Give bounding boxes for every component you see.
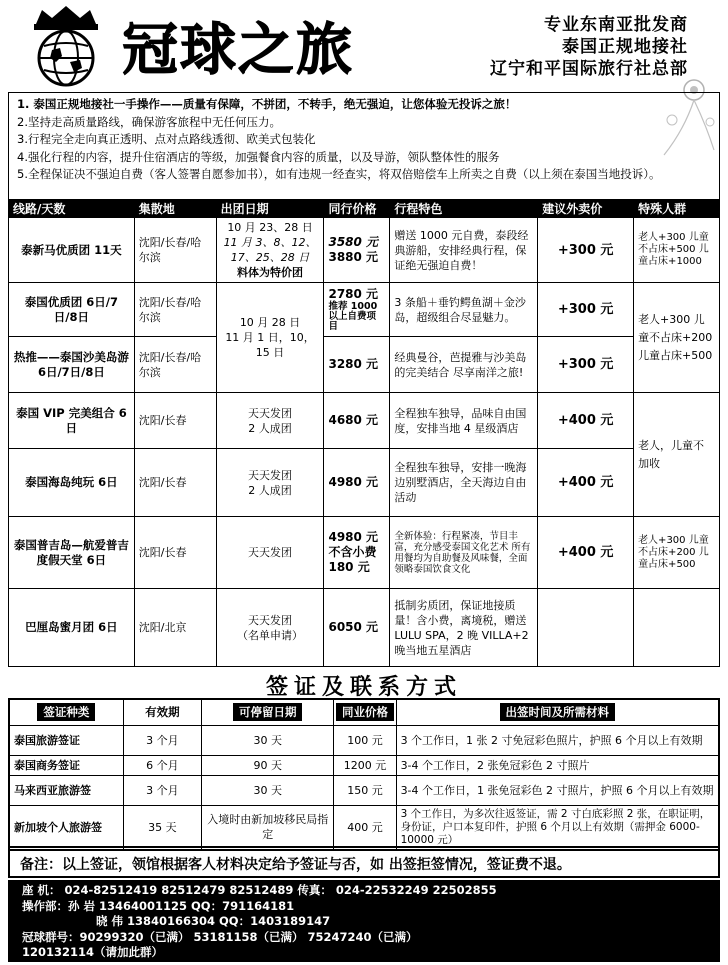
dates	[216, 589, 324, 667]
origin: 沈阳/长春	[134, 393, 216, 449]
table-row	[9, 337, 720, 393]
price-line: 180 元	[328, 560, 370, 574]
date-group	[216, 283, 324, 393]
visa-table-header	[9, 699, 719, 725]
visa-price: 400 元	[334, 805, 396, 850]
stay: 30 天	[202, 725, 334, 755]
table-row	[9, 775, 719, 805]
suggested-price-empty	[538, 589, 634, 667]
slogan-line: 辽宁和平国际旅行社总部	[490, 59, 688, 79]
col-suggested-price: 建议外卖价	[538, 200, 634, 218]
table-row	[9, 449, 720, 517]
special: 老人+300 儿童不占床+500 儿童占床+1000	[634, 218, 720, 283]
contact-operator: 操作部：孙 岩 13464001125 QQ：791164181	[22, 898, 295, 913]
suggested-price: +300 元	[538, 283, 634, 337]
date-line: 10 月 28 日	[239, 316, 301, 329]
contact-panel	[8, 880, 720, 962]
feature: 全程独车独导，安排一晚海边别墅酒店，全天海边自由活动	[390, 449, 538, 517]
tour-table	[8, 199, 720, 667]
price	[324, 517, 390, 589]
col-validity: 有效期	[123, 699, 201, 725]
table-row	[9, 725, 719, 755]
dates	[216, 393, 324, 449]
globe-crown-logo-icon	[22, 4, 110, 88]
col-route: 线路/天数	[9, 200, 135, 218]
date-line: 11 月 3、8、12、17、25、28 日	[223, 236, 317, 264]
contact-operator-2-text: 晓 伟 13840166304 QQ：1403189147	[96, 914, 331, 928]
materials: 3-4 个工作日，1 张免冠彩色 2 寸照片，护照 6 个月以上有效期	[396, 775, 719, 805]
price	[324, 283, 390, 337]
feature: 3 条船＋垂钓鳄鱼湖＋金沙岛，超级组合尽显魅力。	[390, 283, 538, 337]
price-line: 3880 元	[328, 250, 379, 264]
origin: 沈阳/长春	[134, 449, 216, 517]
stay: 30 天	[202, 775, 334, 805]
slogan-line: 泰国正规地接社	[562, 37, 688, 57]
special-empty	[634, 589, 720, 667]
price-line: 推荐 1000 以上自费项目	[328, 301, 378, 332]
visa-type: 泰国商务签证	[9, 755, 123, 775]
route-name: 巴厘岛蜜月团 6日	[9, 589, 135, 667]
date-line: 料体为特价团	[237, 266, 304, 279]
col-stay	[202, 699, 334, 725]
contact-group-join: 120132114（请加此群）	[22, 945, 164, 959]
table-row	[9, 283, 720, 337]
header-label: 签证种类	[37, 703, 95, 721]
intro-line: 3.行程完全走向真正透明、点对点路线透彻、欧美式包装化	[17, 132, 316, 146]
table-row	[9, 517, 720, 589]
special-group: 老人，儿童不加收	[634, 393, 720, 517]
stay: 入境时由新加坡移民局指定	[202, 805, 334, 850]
col-visa-type	[9, 699, 123, 725]
header-label: 可停留日期	[233, 703, 303, 721]
visa-type: 马来西亚旅游签	[9, 775, 123, 805]
brand-title: 冠球之旅	[122, 18, 354, 83]
contact-groups: 冠球群号：90299320（已满） 53181158（已满） 75247240（已满）	[22, 929, 418, 944]
suggested-price: +400 元	[538, 393, 634, 449]
visa-price: 150 元	[334, 775, 396, 805]
route-name: 泰国 VIP 完美组合 6日	[9, 393, 135, 449]
visa-table	[8, 698, 720, 851]
route-name: 热推——泰国沙美岛游 6日/7日/8日	[9, 337, 135, 393]
intro-line: 1. 泰国正规地接社一手操作——质量有保障，不拼团，不转手，绝无强迫，让您体验无投诉之旅！	[17, 97, 517, 111]
date-line: 11 月 1 日，10，15 日	[225, 331, 315, 359]
slogan-line: 专业东南亚批发商	[544, 15, 688, 35]
feature: 全新体验：行程紧凑，节目丰富，充分感受泰国文化艺术 所有用餐均为自助餐及风味餐，全面领略泰国饮食文化	[390, 517, 538, 589]
materials: 3 个工作日，1 张 2 寸免冠彩色照片，护照 6 个月以上有效期	[396, 725, 719, 755]
price	[324, 218, 390, 283]
price: 4680 元	[324, 393, 390, 449]
date-line: 天天发团	[248, 406, 293, 420]
col-visa-price	[334, 699, 396, 725]
visa-section-title: 签证及联系方式	[265, 675, 462, 700]
price-line: 2780 元	[328, 287, 379, 301]
date-line: （名单申请）	[237, 628, 304, 642]
route-name: 泰新马优质团 11天	[9, 218, 135, 283]
origin: 沈阳/长春	[134, 517, 216, 589]
intro-line: 5.全程保证决不强迫自费（客人签署自愿参加书），如有违规一经查实，将双倍赔偿车上所卖之自费（以上须在泰国当地投诉）。	[17, 167, 661, 181]
validity: 3 个月	[123, 725, 201, 755]
tour-table-header	[9, 200, 720, 218]
visa-type: 泰国旅游签证	[9, 725, 123, 755]
materials: 3 个工作日，为多次往返签证，需 2 寸白底彩照 2 张，在职证明，身份证，户口本复印件，护照 6 个月以上有效期（需押金 6000-10000 元）	[396, 805, 719, 850]
intro-line: 2.坚持走高质量路线，确保游客旅程中无任何压力。	[17, 114, 281, 129]
route-name: 泰国优质团 6日/7日/8日	[9, 283, 135, 337]
price-line: 不含小费	[328, 545, 377, 559]
suggested-price: +300 元	[538, 337, 634, 393]
dates	[216, 218, 324, 283]
suggested-price: +400 元	[538, 517, 634, 589]
feature: 赠送 1000 元自费，泰段经典游船，安排经典行程，保证绝无强迫自费！	[390, 218, 538, 283]
visa-price: 100 元	[334, 725, 396, 755]
route-name: 泰国普吉岛—航爱普吉度假天堂 6日	[9, 517, 135, 589]
date-line: 天天发团	[248, 613, 293, 627]
validity: 6 个月	[123, 755, 201, 775]
intro-box	[8, 92, 720, 200]
price: 4980 元	[324, 449, 390, 517]
col-date: 出团日期	[216, 200, 324, 218]
table-row	[9, 589, 720, 667]
table-row	[9, 218, 720, 283]
header	[0, 0, 728, 92]
header-label: 同业价格	[336, 703, 394, 721]
date-line: 天天发团	[248, 468, 293, 482]
contact-operator-2	[22, 914, 706, 930]
col-materials	[396, 699, 719, 725]
table-row	[9, 805, 719, 850]
date-line: 2 人成团	[248, 421, 292, 435]
visa-type: 新加坡个人旅游签	[9, 805, 123, 850]
visa-note: 备注：以上签证，领馆根据客人材料决定给予签证与否，如 出签拒签情况，签证费不退。	[8, 846, 720, 878]
validity: 3 个月	[123, 775, 201, 805]
origin: 沈阳/长春/哈尔滨	[134, 283, 216, 337]
header-label: 出签时间及所需材料	[500, 703, 616, 721]
contact-phone: 座 机： 024-82512419 82512479 82512489 传真： 024-22532249 22502855	[22, 883, 497, 897]
feature: 全程独车独导，品味自由国度，安排当地 4 星级酒店	[390, 393, 538, 449]
special: 老人+300 儿童不占床+200 儿童占床+500	[634, 517, 720, 589]
col-special: 特殊人群	[634, 200, 720, 218]
suggested-price: +400 元	[538, 449, 634, 517]
validity: 35 天	[123, 805, 201, 850]
feature: 经典曼谷，芭提雅与沙美岛的完美结合 尽享南洋之旅!	[390, 337, 538, 393]
materials: 3-4 个工作日，2 张免冠彩色 2 寸照片	[396, 755, 719, 775]
table-row	[9, 755, 719, 775]
origin: 沈阳/北京	[134, 589, 216, 667]
suggested-price: +300 元	[538, 218, 634, 283]
col-price: 同行价格	[324, 200, 390, 218]
special-group: 老人+300 儿童不占床+200 儿童占床+500	[634, 283, 720, 393]
dates	[216, 449, 324, 517]
route-name: 泰国海岛纯玩 6日	[9, 449, 135, 517]
origin: 沈阳/长春/哈尔滨	[134, 218, 216, 283]
price: 6050 元	[324, 589, 390, 667]
price-line: 3580 元	[328, 235, 379, 249]
dates: 天天发团	[216, 517, 324, 589]
price-line: 4980 元	[328, 530, 379, 544]
visa-price: 1200 元	[334, 755, 396, 775]
price: 3280 元	[324, 337, 390, 393]
intro-line: 4.强化行程的内容，提升住宿酒店的等级，加强餐食内容的质量，以及导游，领队整体性的服务	[17, 149, 500, 164]
feature: 抵制劣质团，保证地接质量！含小费，离境税，赠送 LULU SPA，2 晚 VILLA+2 晚当地五星酒店	[390, 589, 538, 667]
origin: 沈阳/长春/哈尔滨	[134, 337, 216, 393]
date-line: 10 月 23、28 日	[227, 221, 313, 234]
stay: 90 天	[202, 755, 334, 775]
col-origin: 集散地	[134, 200, 216, 218]
table-row	[9, 393, 720, 449]
col-feature: 行程特色	[390, 200, 538, 218]
date-line: 2 人成团	[248, 483, 292, 497]
